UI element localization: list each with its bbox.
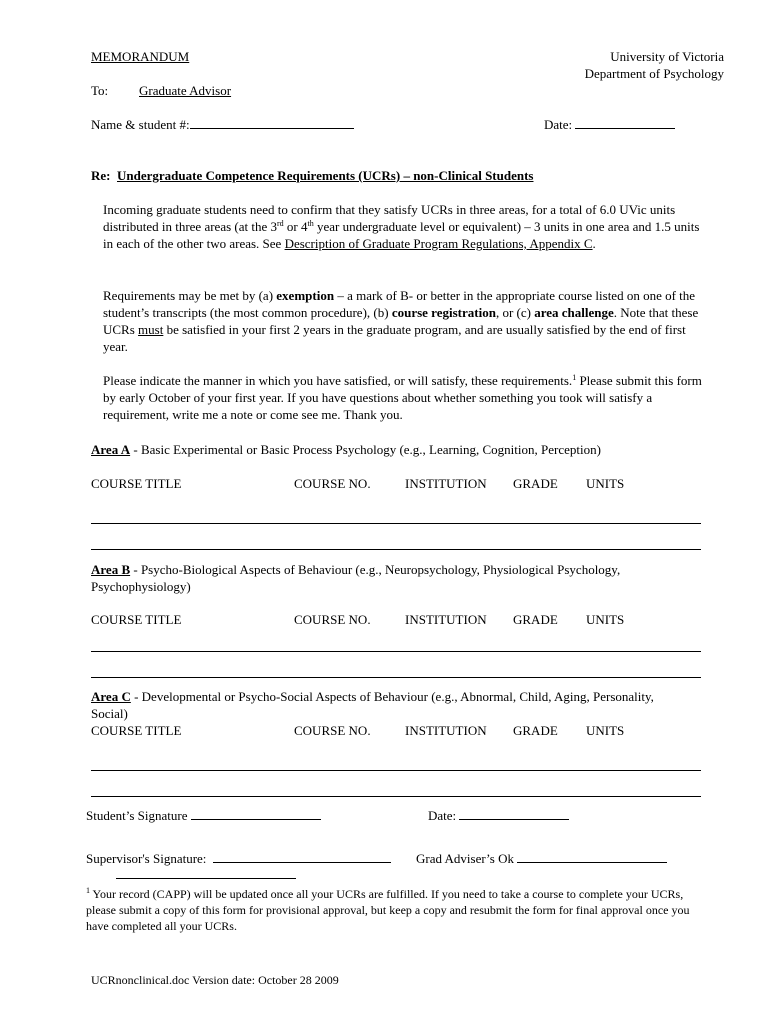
document-footer: UCRnonclinical.doc Version date: October 28 2009 xyxy=(91,973,339,987)
area-b-col-no: COURSE NO. xyxy=(294,612,371,627)
supervisor-signature-field[interactable] xyxy=(86,850,391,867)
area-c-col-grade: GRADE xyxy=(513,723,558,738)
student-signature-label: Student’s Signature xyxy=(86,808,188,823)
student-signature-blank[interactable] xyxy=(191,807,321,820)
area-c-col-title: COURSE TITLE xyxy=(91,723,182,738)
intro-paragraph-1: Incoming graduate students need to confirm that they satisfy UCRs in three areas, for a total of 6.0 UVic units distributed in three areas (at the 3rd or 4th year undergraduate level or equivalent) – 3 units in one area and 1.5 units in each of the other two areas. See Description of Graduate Program Regulations, Appendix C. xyxy=(103,202,700,251)
area-a-col-grade: GRADE xyxy=(513,476,558,491)
supervisor-signature-label: Supervisor's Signature: xyxy=(86,851,207,866)
signature-date-label: Date: xyxy=(428,808,457,823)
area-b-col-grade: GRADE xyxy=(513,612,558,627)
footnote-marker: 1 xyxy=(86,886,90,895)
grad-adviser-field[interactable] xyxy=(416,850,667,867)
area-c-col-units: UNITS xyxy=(586,723,625,738)
area-a-col-units: UNITS xyxy=(586,476,625,491)
area-c-entry-line-1[interactable] xyxy=(91,770,701,771)
area-c-col-no: COURSE NO. xyxy=(294,723,371,738)
signature-date-field[interactable] xyxy=(428,807,569,824)
student-signature-field[interactable] xyxy=(86,807,321,824)
department-name: Department of Psychology xyxy=(584,66,724,81)
university-name: University of Victoria xyxy=(610,49,724,64)
name-student-field[interactable] xyxy=(91,116,354,133)
area-b-col-units: UNITS xyxy=(586,612,625,627)
grad-adviser-blank[interactable] xyxy=(517,850,667,863)
area-c-col-institution: INSTITUTION xyxy=(405,723,487,738)
area-a-col-institution: INSTITUTION xyxy=(405,476,487,491)
name-student-label: Name & student #: xyxy=(91,117,190,132)
area-b-col-institution: INSTITUTION xyxy=(405,612,487,627)
area-b-col-title: COURSE TITLE xyxy=(91,612,182,627)
to-value: Graduate Advisor xyxy=(139,83,232,98)
signature-date-blank[interactable] xyxy=(459,807,569,820)
footnote xyxy=(86,886,696,934)
regulations-link[interactable]: Description of Graduate Program Regulations, Appendix C xyxy=(284,236,593,251)
re-title: Undergraduate Competence Requirements (UCRs) – non-Clinical Students xyxy=(117,168,534,183)
date-field[interactable] xyxy=(544,116,675,133)
footnote-separator xyxy=(116,878,296,879)
re-line xyxy=(91,167,533,184)
area-b-heading: Area B - Psycho-Biological Aspects of Behaviour (e.g., Neuropsychology, Physiological Psychology, Psychophysiology) xyxy=(91,562,621,594)
area-b-entry-line-2[interactable] xyxy=(91,677,701,678)
area-c-heading: Area C - Developmental or Psycho-Social Aspects of Behaviour (e.g., Abnormal, Child, Aging, Personality, Social) xyxy=(91,689,654,721)
intro-paragraph-3: Please indicate the manner in which you have satisfied, or will satisfy, these requirements.$^1$ Please submit this form by early October of your first year. If you have questions about whether something you took will satisfy a requirement, write me a note or come see me. Thank you. xyxy=(103,373,702,422)
to-label: To: xyxy=(91,83,109,98)
memo-heading: MEMORANDUM xyxy=(91,49,190,64)
footnote-text: Your record (CAPP) will be updated once all your UCRs are fulfilled. If you need to take a course to complete your UCRs, please submit a copy of this form for provisional approval, but keep a copy and resubmit the form for final approval once you have completed all your UCRs. xyxy=(86,887,690,933)
area-a-entry-line-2[interactable] xyxy=(91,549,701,550)
date-blank[interactable] xyxy=(575,116,675,129)
grad-adviser-label: Grad Adviser’s Ok xyxy=(416,851,514,866)
name-student-blank[interactable] xyxy=(190,116,354,129)
area-a-entry-line-1[interactable] xyxy=(91,523,701,524)
supervisor-signature-blank[interactable] xyxy=(213,850,391,863)
area-a-col-no: COURSE NO. xyxy=(294,476,371,491)
date-label: Date: xyxy=(544,117,573,132)
area-c-entry-line-2[interactable] xyxy=(91,796,701,797)
area-a-col-title: COURSE TITLE xyxy=(91,476,182,491)
area-a-heading: Area A - Basic Experimental or Basic Process Psychology (e.g., Learning, Cognition, Perception) xyxy=(91,442,601,457)
area-b-entry-line-1[interactable] xyxy=(91,651,701,652)
re-label: Re: xyxy=(91,168,111,183)
intro-paragraph-2: Requirements may be met by (a) exemption – a mark of B- or better in the appropriate course listed on one of the student’s transcripts (the most common procedure), (b) course registration, or (c) area challenge. Note that these UCRs must be satisfied in your first 2 years in the graduate program, and are usually satisfied by the end of first year. xyxy=(103,288,699,354)
